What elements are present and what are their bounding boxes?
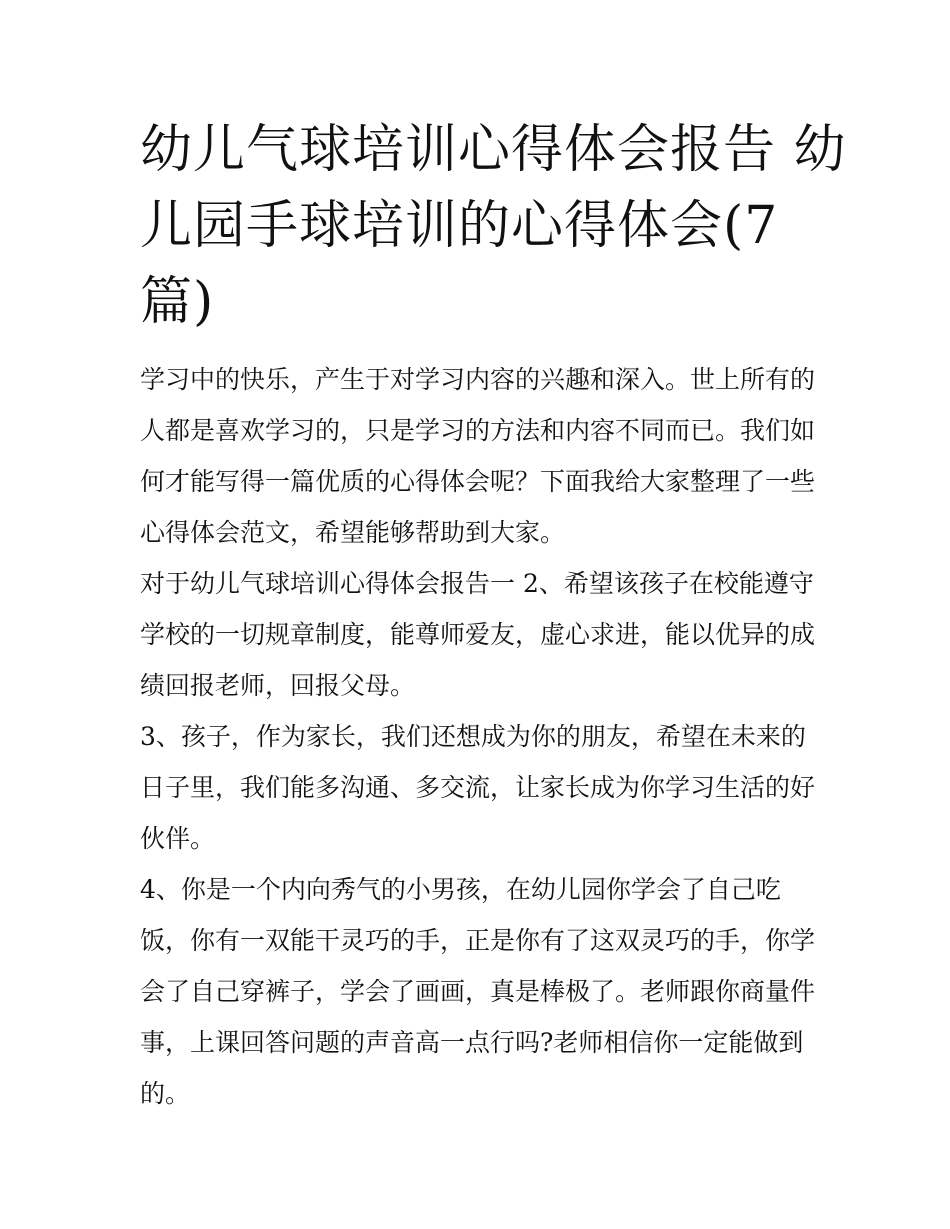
body-paragraph [140, 711, 820, 864]
text-line: 3、孩子，作为家长，我们还想成为你的朋友，希望在未来的 [140, 722, 806, 751]
text-line: 学校的一切规章制度，能尊师爱友，虚心求进，能以优异的成 [140, 620, 816, 649]
text-line: 4、你是一个内向秀气的小男孩，在幼儿园你学会了自己吃 [140, 875, 781, 904]
text-line: 何才能写得一篇优质的心得体会呢？下面我给大家整理了一些 [140, 467, 816, 496]
text-line: 饭，你有一双能干灵巧的手，正是你有了这双灵巧的手，你学 [140, 926, 816, 955]
text-line: 伙伴。 [140, 824, 216, 853]
text-line: 人都是喜欢学习的，只是学习的方法和内容不同而已。我们如 [140, 416, 816, 445]
title-line: 幼儿气球培训心得体会报告 幼 [140, 120, 847, 180]
text-line: 对于幼儿气球培训心得体会报告一 2、希望该孩子在校能遵守 [140, 569, 814, 598]
intro-paragraph [140, 354, 820, 558]
text-line: 心得体会范文，希望能够帮助到大家。 [140, 518, 566, 547]
text-line: 的。 [140, 1079, 191, 1108]
document-page [140, 112, 847, 1119]
body-paragraph [140, 864, 820, 1119]
text-line: 绩回报老师，回报父母。 [140, 671, 416, 700]
text-line: 日子里，我们能多沟通、多交流，让家长成为你学习生活的好 [140, 773, 816, 802]
title-line: 儿园手球培训的心得体会(7 [140, 196, 779, 256]
text-line: 事，上课回答问题的声音高一点行吗?老师相信你一定能做到 [140, 1028, 804, 1057]
title-line: 篇) [140, 272, 215, 332]
text-line: 会了自己穿裤子，学会了画画，真是棒极了。老师跟你商量件 [140, 977, 816, 1006]
document-title [140, 112, 847, 340]
body-paragraph [140, 558, 820, 711]
text-line: 学习中的快乐，产生于对学习内容的兴趣和深入。世上所有的 [140, 365, 816, 394]
